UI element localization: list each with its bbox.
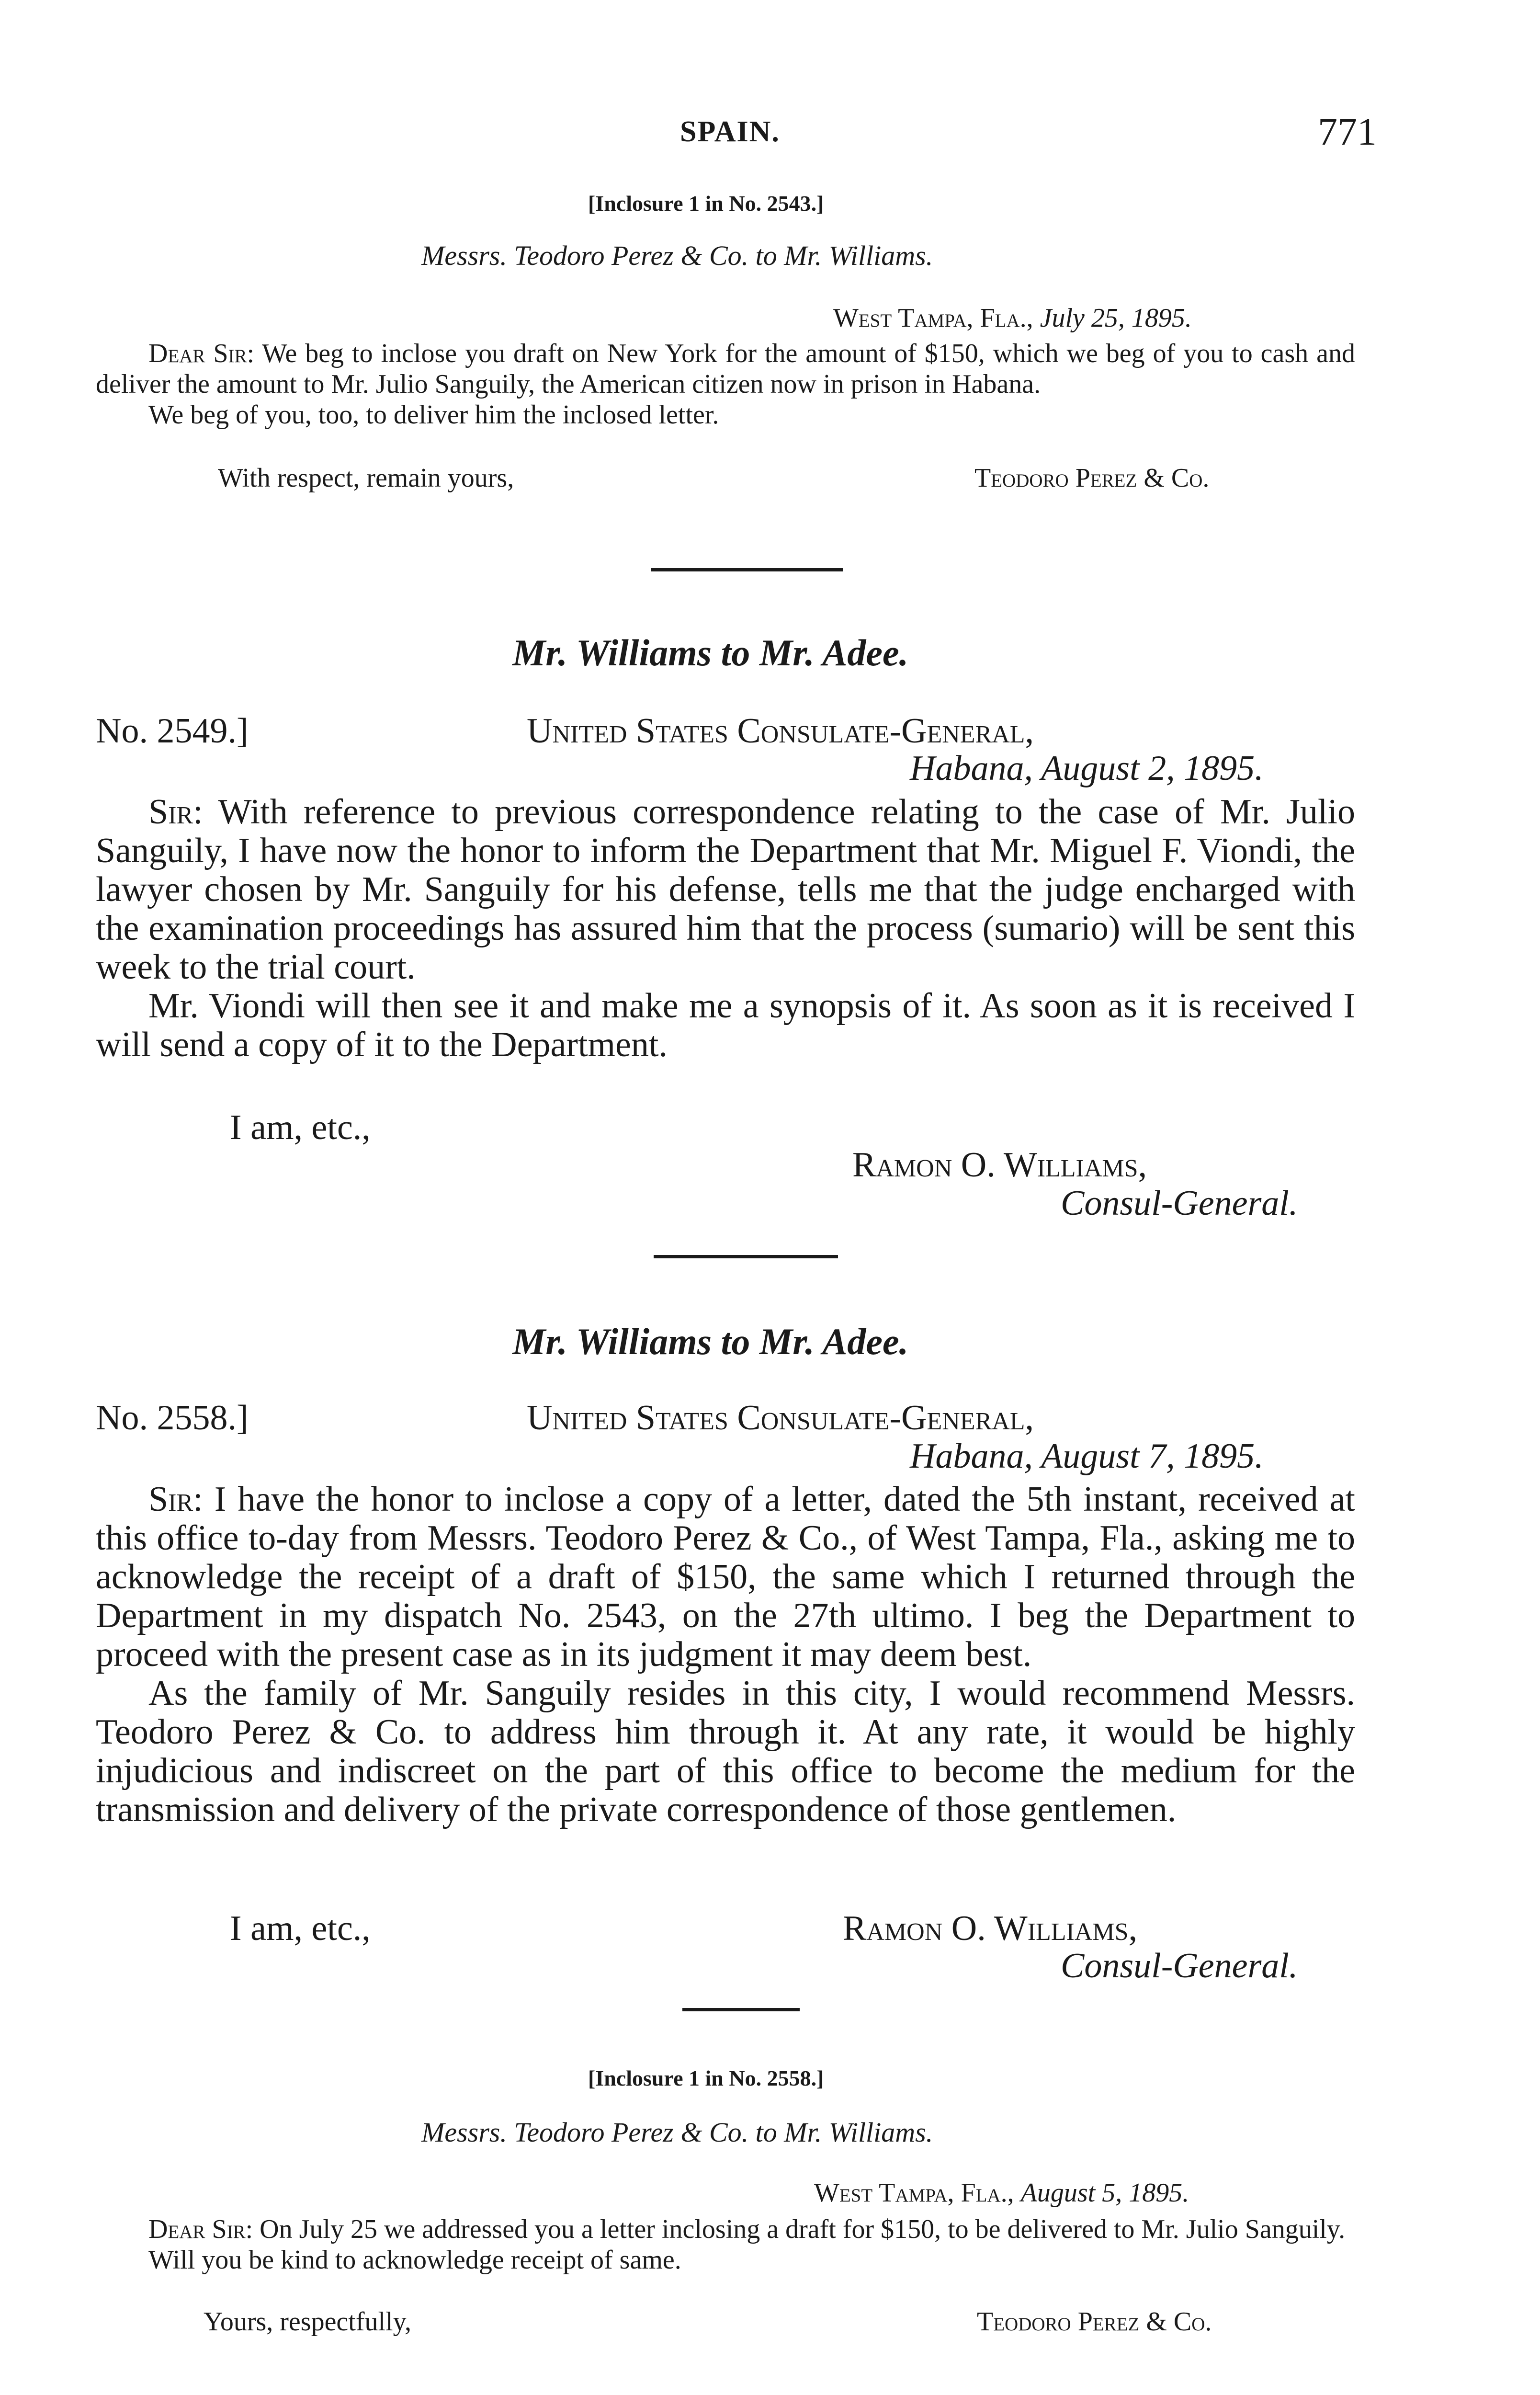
- signature-name: Ramon O. Williams,: [852, 1145, 1147, 1185]
- salutation: Sir:: [148, 1480, 203, 1519]
- closing: I am, etc.,: [230, 1108, 371, 1147]
- signature: Teodoro Perez & Co.: [977, 2307, 1212, 2337]
- closing: With respect, remain yours,: [218, 463, 514, 493]
- dateline-place: West Tampa, Fla.,: [814, 2178, 1014, 2208]
- dateline: [833, 303, 1192, 333]
- salutation: Dear Sir:: [148, 2214, 253, 2244]
- inclosure-note: [Inclosure 1 in No. 2543.]: [588, 191, 824, 216]
- dateline: [814, 2178, 1189, 2208]
- page-number: 771: [1318, 110, 1377, 153]
- signature-name: Ramon O. Williams,: [843, 1909, 1138, 1948]
- dispatch-number: No. 2558.]: [96, 1398, 249, 1437]
- letter-body: [96, 793, 1355, 1064]
- body-paragraph: With reference to previous correspondence relating to the case of Mr. Julio Sanguily, I have now the honor to inform the Department that Mr. Miguel F. Viondi, the lawyer chosen by Mr. Sanguily for his defense, tells me that the judge encharged with the examination proceedings has assured him that the process (sumario) will be sent this week to the trial court.: [96, 792, 1355, 987]
- body-paragraph: On July 25 we addressed you a letter inclosing a draft for $150, to be delivered to Mr. Julio Sanguily.: [260, 2214, 1346, 2244]
- dispatch-number: No. 2549.]: [96, 711, 249, 751]
- office-heading: United States Consulate-General,: [527, 1398, 1034, 1437]
- divider-rule: [682, 2008, 800, 2011]
- body-paragraph: We beg to inclose you draft on New York for the amount of $150, which we beg of you to cash and deliver the amount to Mr. Julio Sanguily, the American citizen now in prison in Habana.: [96, 339, 1355, 399]
- running-title: SPAIN.: [680, 115, 780, 148]
- letter-body: [96, 1480, 1355, 1829]
- closing: Yours, respectfully,: [204, 2307, 411, 2337]
- body-paragraph: We beg of you, too, to deliver him the inclosed letter.: [148, 400, 719, 430]
- inclosure-note: [Inclosure 1 in No. 2558.]: [588, 2066, 824, 2090]
- letter-title: Mr. Williams to Mr. Adee.: [512, 632, 909, 673]
- body-paragraph: I have the honor to inclose a copy of a letter, dated the 5th instant, received at this office to-day from Messrs. Teodoro Perez & Co., of West Tampa, Fla., asking me to acknowledge the receipt of a draft of $150, the same which I returned through the Department in my dispatch No. 2543, on the 27th ultimo. I beg the Department to proceed with the present case as in its judgment it may deem best.: [96, 1480, 1355, 1674]
- dateline-date: August 5, 1895.: [1020, 2178, 1189, 2208]
- letter-body: [96, 2214, 1355, 2275]
- closing: I am, etc.,: [230, 1909, 371, 1948]
- letter-title: Messrs. Teodoro Perez & Co. to Mr. Williams.: [421, 2117, 933, 2148]
- dateline: Habana, August 7, 1895.: [910, 1437, 1264, 1476]
- divider-rule: [651, 568, 843, 571]
- signature-title: Consul-General.: [1061, 1946, 1298, 1985]
- body-paragraph: As the family of Mr. Sanguily resides in this city, I would recommend Messrs. Teodoro Perez & Co. to address him through it. At any rate, it would be highly injudicious and indiscreet on the part of this office to become the medium for the transmission and delivery of the private correspondence of those gentlemen.: [96, 1674, 1355, 1829]
- body-paragraph: Will you be kind to acknowledge receipt of same.: [148, 2245, 681, 2275]
- dateline-place: West Tampa, Fla.,: [833, 303, 1033, 333]
- letter-title: Mr. Williams to Mr. Adee.: [512, 1321, 909, 1362]
- signature: Teodoro Perez & Co.: [974, 463, 1210, 493]
- salutation: Sir:: [148, 792, 203, 832]
- signature-title: Consul-General.: [1061, 1184, 1298, 1223]
- letter-body: [96, 338, 1355, 430]
- office-heading: United States Consulate-General,: [527, 711, 1034, 751]
- body-paragraph: Mr. Viondi will then see it and make me a synopsis of it. As soon as it is received I will send a copy of it to the Department.: [96, 986, 1355, 1064]
- salutation: Dear Sir:: [148, 339, 255, 368]
- dateline: Habana, August 2, 1895.: [910, 749, 1264, 788]
- dateline-date: July 25, 1895.: [1040, 303, 1192, 333]
- divider-rule: [654, 1255, 838, 1258]
- letter-title: Messrs. Teodoro Perez & Co. to Mr. Williams.: [421, 240, 933, 271]
